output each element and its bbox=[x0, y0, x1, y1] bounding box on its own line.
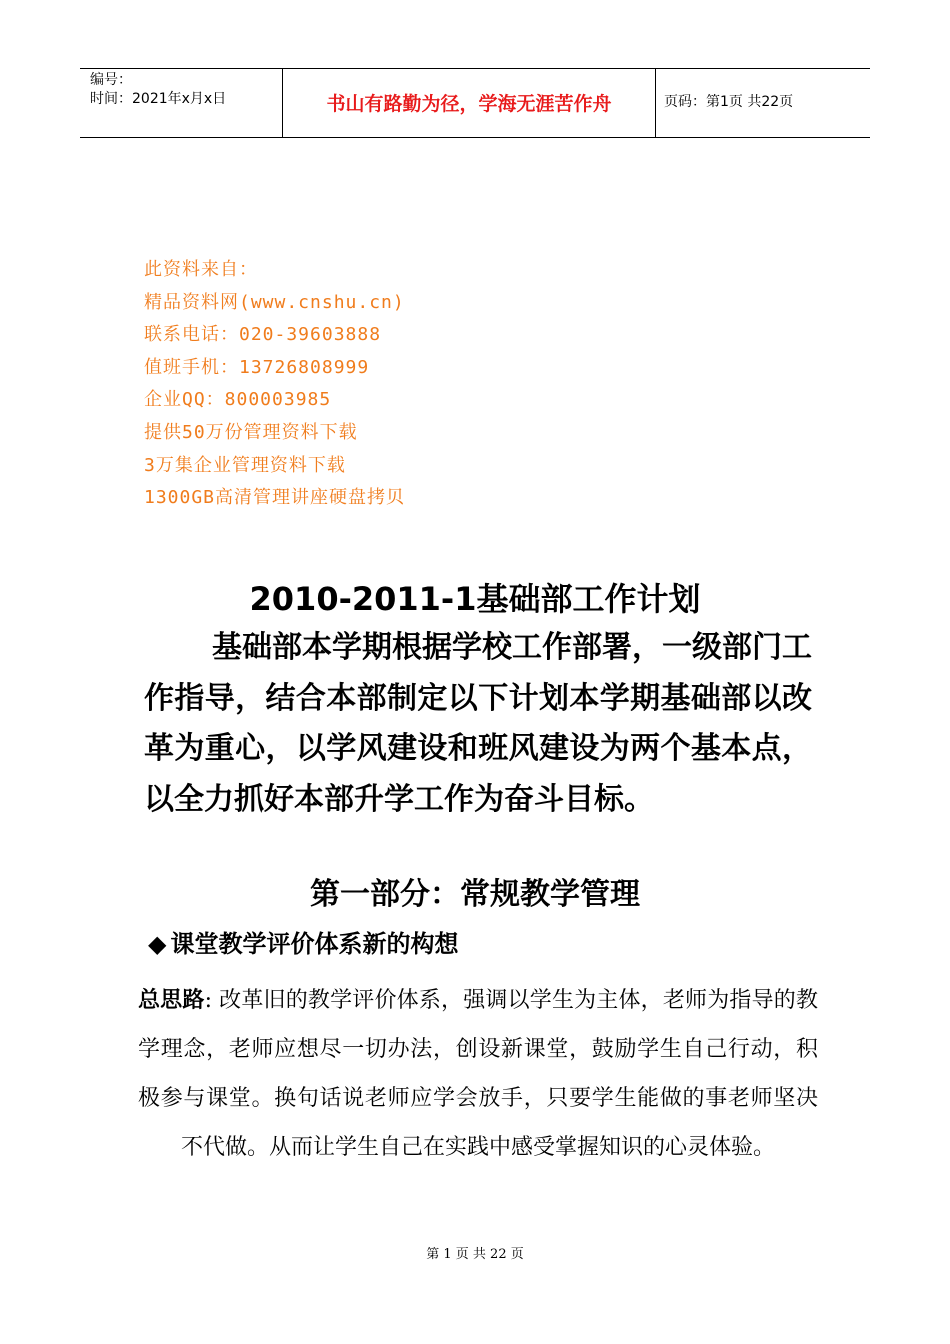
intro-paragraph: 基础部本学期根据学校工作部署，一级部门工作指导，结合本部制定以下计划本学期基础部以改革为重心，以学风建设和班风建设为两个基本点，以全力抓好本部升学工作为奋斗目标。 bbox=[144, 630, 812, 817]
section-title: 第一部分：常规教学管理 bbox=[310, 877, 640, 912]
source-line: 此资料来自： bbox=[144, 259, 258, 280]
diamond-bullet-icon: ◆ bbox=[148, 929, 167, 958]
header-page-cell bbox=[656, 69, 870, 137]
source-line: 值班手机：13726808999 bbox=[144, 356, 370, 378]
header-motto: 书山有路勤为径，学海无涯苦作舟 bbox=[326, 93, 612, 115]
header-motto-cell bbox=[283, 69, 656, 137]
header-table bbox=[80, 68, 870, 138]
document-title: 2010-2011-1基础部工作计划 bbox=[249, 580, 701, 618]
page-footer: 第 1 页 共 22 页 bbox=[426, 1247, 524, 1262]
body-paragraph bbox=[138, 976, 818, 1172]
paragraph-lead: 总思路 bbox=[138, 987, 205, 1013]
subsection-heading bbox=[148, 925, 458, 963]
subsection-title: 课堂教学评价体系新的构想 bbox=[170, 929, 459, 958]
header-page-number: 页码：第1页 共22页 bbox=[664, 94, 794, 110]
source-line: 联系电话：020-39603888 bbox=[144, 324, 382, 346]
source-line: 精品资料网(www.cnshu.cn) bbox=[144, 291, 405, 313]
source-line: 企业QQ：800003985 bbox=[144, 389, 332, 411]
paragraph-separator: : bbox=[204, 988, 220, 1013]
header-meta-cell bbox=[80, 69, 283, 137]
source-line: 3万集企业管理资料下载 bbox=[144, 454, 346, 476]
source-info-block bbox=[144, 254, 405, 515]
source-line: 1300GB高清管理讲座硬盘拷贝 bbox=[144, 487, 406, 509]
document-code-label: 编号： bbox=[90, 72, 132, 88]
document-time-label: 时间：2021年x月x日 bbox=[90, 91, 227, 107]
source-line: 提供50万份管理资料下载 bbox=[144, 421, 358, 443]
paragraph-text: 改革旧的教学评价体系，强调以学生为主体，老师为指导的教学理念，老师应想尽一切办法，创设新课堂，鼓励学生自己行动，积极参与课堂。换句话说老师应学会放手，只要学生能做的事老师坚决不代做。从而让学生自己在实践中感受掌握知识的心灵体验。 bbox=[138, 988, 818, 1160]
